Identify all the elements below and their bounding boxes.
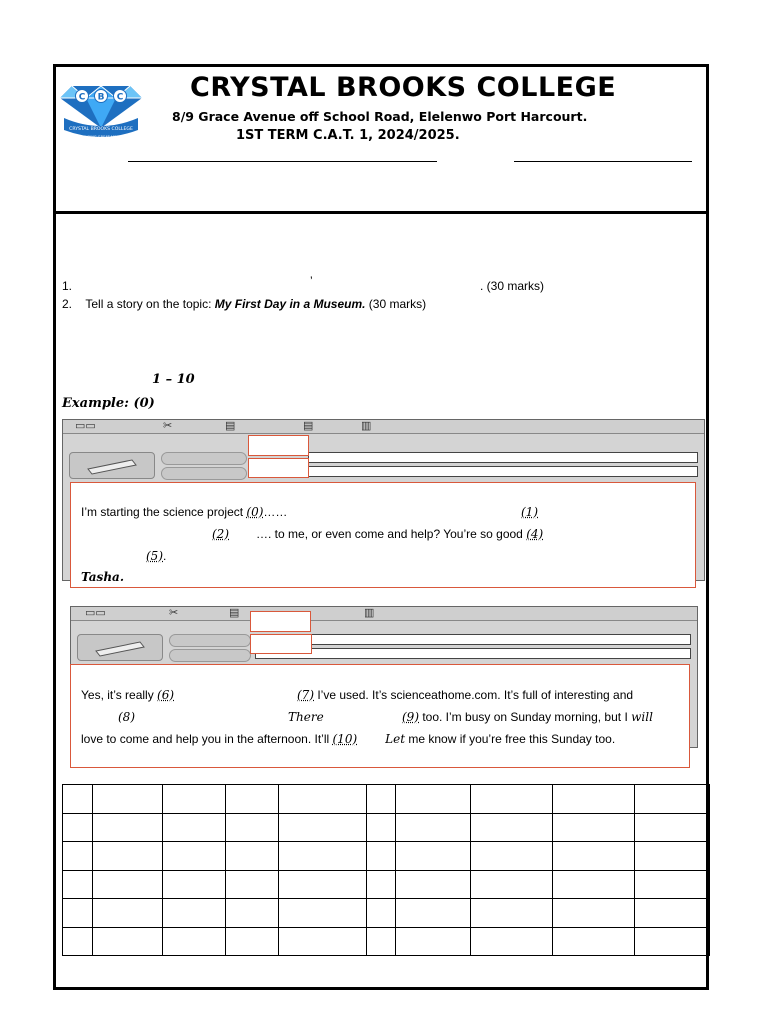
copy-icon[interactable]: ▤: [225, 420, 236, 432]
grid-cell[interactable]: [396, 899, 471, 928]
scissors-icon-2[interactable]: ✂: [169, 607, 179, 619]
question-2-topic: My First Day in a Museum.: [214, 297, 366, 311]
grid-cell[interactable]: [635, 813, 710, 842]
grid-cell[interactable]: [163, 842, 226, 871]
grid-cell[interactable]: [471, 813, 553, 842]
grid-cell[interactable]: [367, 870, 396, 899]
logo-letter-1: C: [78, 92, 86, 103]
grid-cell[interactable]: [226, 870, 279, 899]
gap-1: (1): [521, 505, 538, 519]
signature: Tasha.: [81, 570, 124, 584]
grid-cell[interactable]: [279, 870, 367, 899]
grid-cell[interactable]: [93, 927, 163, 956]
gap-5: (5): [146, 549, 163, 563]
attach-icon-2[interactable]: ▥: [364, 607, 375, 619]
grid-cell[interactable]: [93, 899, 163, 928]
grid-cell[interactable]: [63, 785, 93, 814]
send-icon: [70, 453, 156, 480]
email2-text-5: me know if you’re free this Sunday too.: [405, 732, 616, 746]
grid-cell[interactable]: [226, 899, 279, 928]
copy-icon-2[interactable]: ▤: [229, 607, 240, 619]
from-redbox-2: [250, 611, 311, 632]
grid-cell[interactable]: [63, 813, 93, 842]
example-label: Example: (0): [62, 396, 155, 411]
grid-cell[interactable]: [635, 842, 710, 871]
grid-cell[interactable]: [471, 842, 553, 871]
question-1-apostrophe: ’: [310, 274, 313, 288]
header-divider: [55, 211, 707, 214]
grid-cell[interactable]: [471, 870, 553, 899]
grid-cell[interactable]: [279, 785, 367, 814]
school-logo: [58, 72, 144, 146]
grid-cell[interactable]: [163, 927, 226, 956]
grid-cell[interactable]: [367, 813, 396, 842]
grid-cell[interactable]: [396, 927, 471, 956]
send-button[interactable]: [69, 452, 155, 479]
grid-cell[interactable]: [471, 899, 553, 928]
email1-line3: [146, 549, 166, 563]
grid-cell[interactable]: [226, 927, 279, 956]
gap-2: (2): [212, 527, 229, 541]
grid-cell[interactable]: [279, 927, 367, 956]
grid-cell[interactable]: [553, 813, 635, 842]
to-field-label-2: [169, 634, 251, 647]
to-input[interactable]: [308, 452, 698, 463]
email1-line2: [256, 527, 543, 541]
scissors-icon[interactable]: ✂: [163, 420, 173, 432]
grid-cell[interactable]: [226, 813, 279, 842]
grid-cell[interactable]: [635, 870, 710, 899]
grid-cell[interactable]: [635, 927, 710, 956]
grid-cell[interactable]: [63, 899, 93, 928]
question-2: [62, 297, 426, 311]
grid-cell[interactable]: [279, 899, 367, 928]
grid-cell[interactable]: [396, 842, 471, 871]
paste-icon[interactable]: ▤: [303, 420, 314, 432]
section-range: 1 – 10: [152, 372, 195, 387]
grid-cell[interactable]: [63, 842, 93, 871]
grid-cell[interactable]: [471, 785, 553, 814]
grid-cell[interactable]: [163, 870, 226, 899]
reply-icon[interactable]: ▭▭: [75, 420, 96, 432]
email1-line1: [81, 505, 287, 519]
school-address: 8/9 Grace Avenue off School Road, Elelenwo Port Harcourt.: [172, 109, 588, 124]
grid-cell[interactable]: [553, 870, 635, 899]
example-let: Let: [385, 732, 406, 746]
gap-0: (0): [246, 505, 264, 519]
gap-9: (9): [402, 710, 419, 724]
logo-motto: BUILDING GREAT MINDS: [79, 135, 123, 139]
grid-cell[interactable]: [635, 899, 710, 928]
grid-cell[interactable]: [367, 785, 396, 814]
grid-cell[interactable]: [163, 785, 226, 814]
subject-redbox-1: [248, 458, 309, 478]
answer-grid: [62, 784, 710, 956]
subject-redbox-2: [250, 634, 312, 654]
grid-cell[interactable]: [635, 785, 710, 814]
gap-6: (6): [157, 688, 175, 702]
email1-text-1: I’m starting the science project: [81, 505, 247, 519]
grid-cell[interactable]: [553, 927, 635, 956]
email2-line3: [81, 732, 615, 746]
grid-cell[interactable]: [471, 927, 553, 956]
gap-3-dots: ….: [256, 527, 272, 541]
term-title: 1ST TERM C.A.T. 1, 2024/2025.: [236, 128, 460, 143]
grid-cell[interactable]: [279, 842, 367, 871]
gap-4: (4): [526, 527, 544, 541]
reply-icon-2[interactable]: ▭▭: [85, 607, 106, 619]
logo-letter-2: B: [97, 92, 105, 103]
grid-cell[interactable]: [93, 870, 163, 899]
grid-cell[interactable]: [367, 842, 396, 871]
grid-cell[interactable]: [163, 813, 226, 842]
from-redbox-1: [248, 435, 309, 456]
to-field-label: [161, 452, 247, 465]
gap-7: (7): [297, 688, 314, 702]
send-button-2[interactable]: [77, 634, 163, 661]
grid-cell[interactable]: [163, 899, 226, 928]
grid-cell[interactable]: [226, 842, 279, 871]
email2-text-3: too. I’m busy on Sunday morning, but I: [419, 710, 632, 724]
question-1-number: 1.: [62, 279, 73, 293]
gap-10: (10): [332, 732, 358, 746]
grid-cell[interactable]: [63, 927, 93, 956]
grid-cell[interactable]: [93, 813, 163, 842]
email1-text-2: to me, or even come and help? You’re so good: [271, 527, 527, 541]
logo-banner: CRYSTAL BROOKS COLLEGE: [69, 127, 133, 132]
gap-0-dots: ……: [263, 505, 288, 519]
to-input-2[interactable]: [255, 634, 691, 645]
logo-letter-3: C: [116, 92, 124, 103]
example-there: There: [288, 710, 324, 724]
email2-line1-a: [81, 688, 174, 702]
email2-line2: [402, 710, 653, 724]
grid-cell[interactable]: [279, 813, 367, 842]
subject-input-2[interactable]: [255, 648, 691, 659]
school-name: CRYSTAL BROOKS COLLEGE: [190, 72, 617, 103]
class-line: [514, 161, 692, 162]
email2-text-4: love to come and help you in the afternoon. It’ll: [81, 732, 333, 746]
grid-cell[interactable]: [367, 899, 396, 928]
grid-cell[interactable]: [93, 842, 163, 871]
gap-8: (8): [118, 710, 135, 724]
question-2-marks: (30 marks): [365, 297, 427, 311]
question-2-lead: Tell a story on the topic:: [85, 297, 215, 311]
grid-cell[interactable]: [553, 899, 635, 928]
grid-cell[interactable]: [553, 842, 635, 871]
email2-line1-b: [297, 688, 633, 702]
grid-cell[interactable]: [396, 785, 471, 814]
example-will: will: [631, 710, 653, 724]
grid-cell[interactable]: [63, 870, 93, 899]
attach-icon[interactable]: ▥: [361, 420, 372, 432]
email2-text-2: I’ve used. It’s scienceathome.com. It’s full of interesting and: [314, 688, 634, 702]
gap-5-dot: .: [163, 549, 167, 563]
grid-cell[interactable]: [553, 785, 635, 814]
grid-cell[interactable]: [93, 785, 163, 814]
subject-field-label: [161, 467, 247, 480]
grid-cell[interactable]: [367, 927, 396, 956]
subject-input[interactable]: [308, 466, 698, 477]
email2-text-1: Yes, it’s really: [81, 688, 158, 702]
grid-cell[interactable]: [396, 813, 471, 842]
subject-field-label-2: [169, 649, 251, 662]
send-icon-2: [78, 635, 164, 662]
grid-cell[interactable]: [396, 870, 471, 899]
question-1-marks: . (30 marks): [480, 279, 545, 293]
grid-cell[interactable]: [226, 785, 279, 814]
question-2-number: 2.: [62, 297, 73, 311]
name-line: [128, 161, 437, 162]
